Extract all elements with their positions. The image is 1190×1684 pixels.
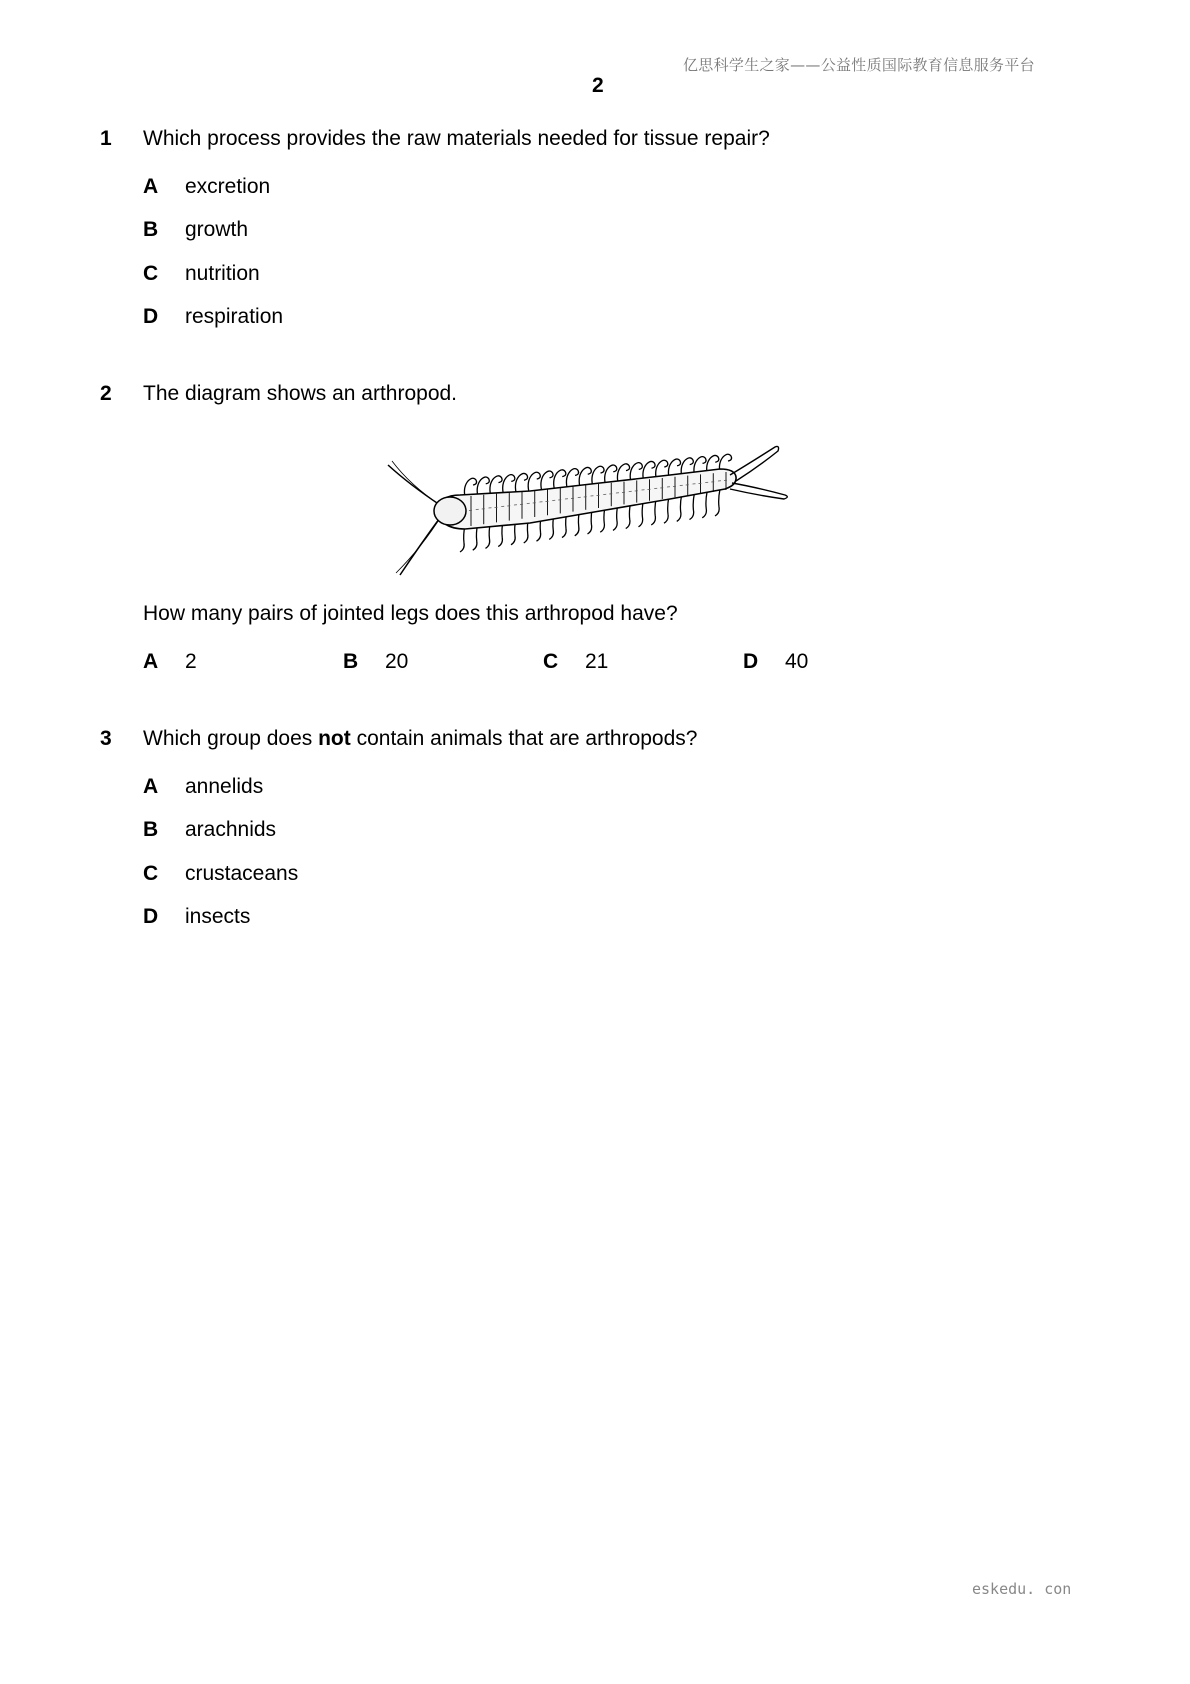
option-text: respiration	[185, 305, 284, 328]
option-text: annelids	[185, 775, 264, 798]
question-number: 3	[100, 727, 112, 750]
option-text: crustaceans	[185, 862, 299, 885]
option-text: 2	[185, 650, 197, 673]
option-letter: C	[143, 862, 159, 885]
question-text	[143, 727, 697, 751]
option-letter: D	[143, 905, 159, 928]
option-letter: B	[143, 218, 159, 241]
option-text: 40	[785, 650, 809, 673]
option-text: 21	[585, 650, 609, 673]
option-letter: A	[143, 650, 159, 673]
question-text: The diagram shows an arthropod.	[143, 382, 458, 405]
option-text: arachnids	[185, 818, 277, 841]
option-text: insects	[185, 905, 251, 928]
option-letter: C	[143, 262, 159, 285]
option-letter: C	[543, 650, 559, 673]
page-number: 2	[592, 74, 604, 97]
option-letter: A	[143, 175, 159, 198]
footer-site: eskedu. con	[972, 1580, 1072, 1598]
question-text-before: Which group does	[143, 727, 319, 750]
option-letter: A	[143, 775, 159, 798]
option-letter: D	[143, 305, 159, 328]
option-text: nutrition	[185, 262, 260, 285]
question-subtext: How many pairs of jointed legs does this arthropod have?	[143, 602, 678, 625]
question-number: 2	[100, 382, 112, 405]
option-letter: B	[343, 650, 359, 673]
option-text: excretion	[185, 175, 271, 198]
option-text: growth	[185, 218, 249, 241]
option-letter: B	[143, 818, 159, 841]
question-text: Which process provides the raw materials needed for tissue repair?	[143, 127, 770, 150]
question-text-emphasis: not	[318, 727, 351, 750]
question-number: 1	[100, 127, 112, 150]
centipede-illustration	[380, 425, 820, 585]
option-letter: D	[743, 650, 759, 673]
question-text-after: contain animals that are arthropods?	[350, 727, 698, 750]
watermark-text: 亿思科学生之家——公益性质国际教育信息服务平台	[683, 56, 1035, 74]
option-text: 20	[385, 650, 409, 673]
